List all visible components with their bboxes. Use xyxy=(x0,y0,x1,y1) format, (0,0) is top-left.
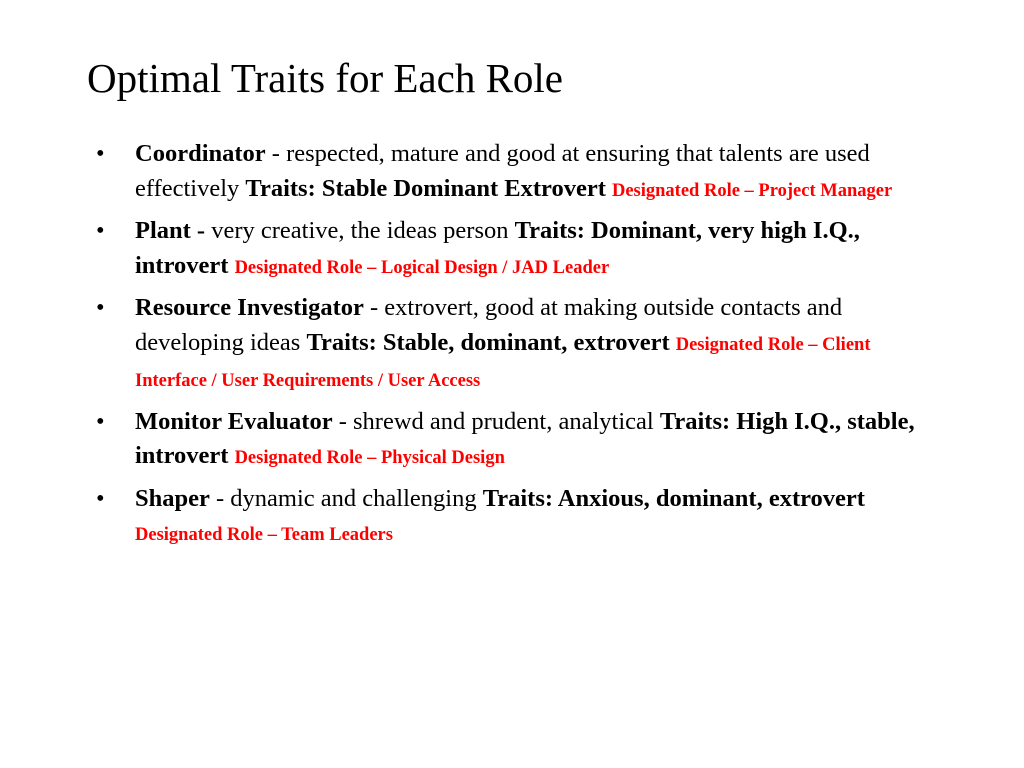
designated-role: Designated Role – Project Manager xyxy=(611,180,893,201)
slide-title: Optimal Traits for Each Role xyxy=(87,55,564,101)
role-name: Shaper xyxy=(135,484,210,512)
role-description: - respected, mature and good at ensuring that talents are used effectively xyxy=(135,140,870,202)
bullet-icon: • xyxy=(96,294,105,321)
bullet-item-monitor-evaluator xyxy=(96,405,931,476)
designated-role: Designated Role – Client Interface / User Requirements / User Access xyxy=(135,334,871,391)
role-description: - dynamic and challenging xyxy=(209,484,483,512)
designated-role: Designated Role – Team Leaders xyxy=(135,525,393,545)
role-traits: Traits: Dominant, very high I.Q., introvert xyxy=(135,217,860,279)
bullet-icon: • xyxy=(96,140,105,167)
role-traits: Traits: High I.Q., stable, introvert xyxy=(135,407,915,469)
bullet-item-coordinator xyxy=(96,137,931,208)
role-traits: Traits: Stable, dominant, extrovert xyxy=(306,328,670,356)
role-name: Resource Investigator xyxy=(135,294,364,321)
designated-role: Designated Role – Physical Design xyxy=(234,448,505,468)
role-traits: Traits: Anxious, dominant, extrovert xyxy=(482,484,865,512)
role-description: - extrovert, good at making outside contacts and developing ideas xyxy=(135,294,843,356)
role-name: Plant - xyxy=(135,217,206,244)
bullet-icon: • xyxy=(96,484,105,512)
role-name: Monitor Evaluator xyxy=(135,407,333,435)
role-name: Coordinator xyxy=(135,140,266,167)
bullet-item-plant xyxy=(96,214,931,285)
bullet-list xyxy=(96,137,931,559)
bullet-item-shaper xyxy=(96,482,931,553)
role-description: very creative, the ideas person xyxy=(205,217,515,244)
role-traits: Traits: Stable Dominant Extrovert xyxy=(245,174,606,202)
bullet-icon: • xyxy=(96,217,105,244)
designated-role: Designated Role – Logical Design / JAD Leader xyxy=(234,257,610,278)
role-description: - shrewd and prudent, analytical xyxy=(332,407,660,435)
bullet-item-resource-investigator xyxy=(96,291,931,399)
bullet-icon: • xyxy=(96,407,105,435)
